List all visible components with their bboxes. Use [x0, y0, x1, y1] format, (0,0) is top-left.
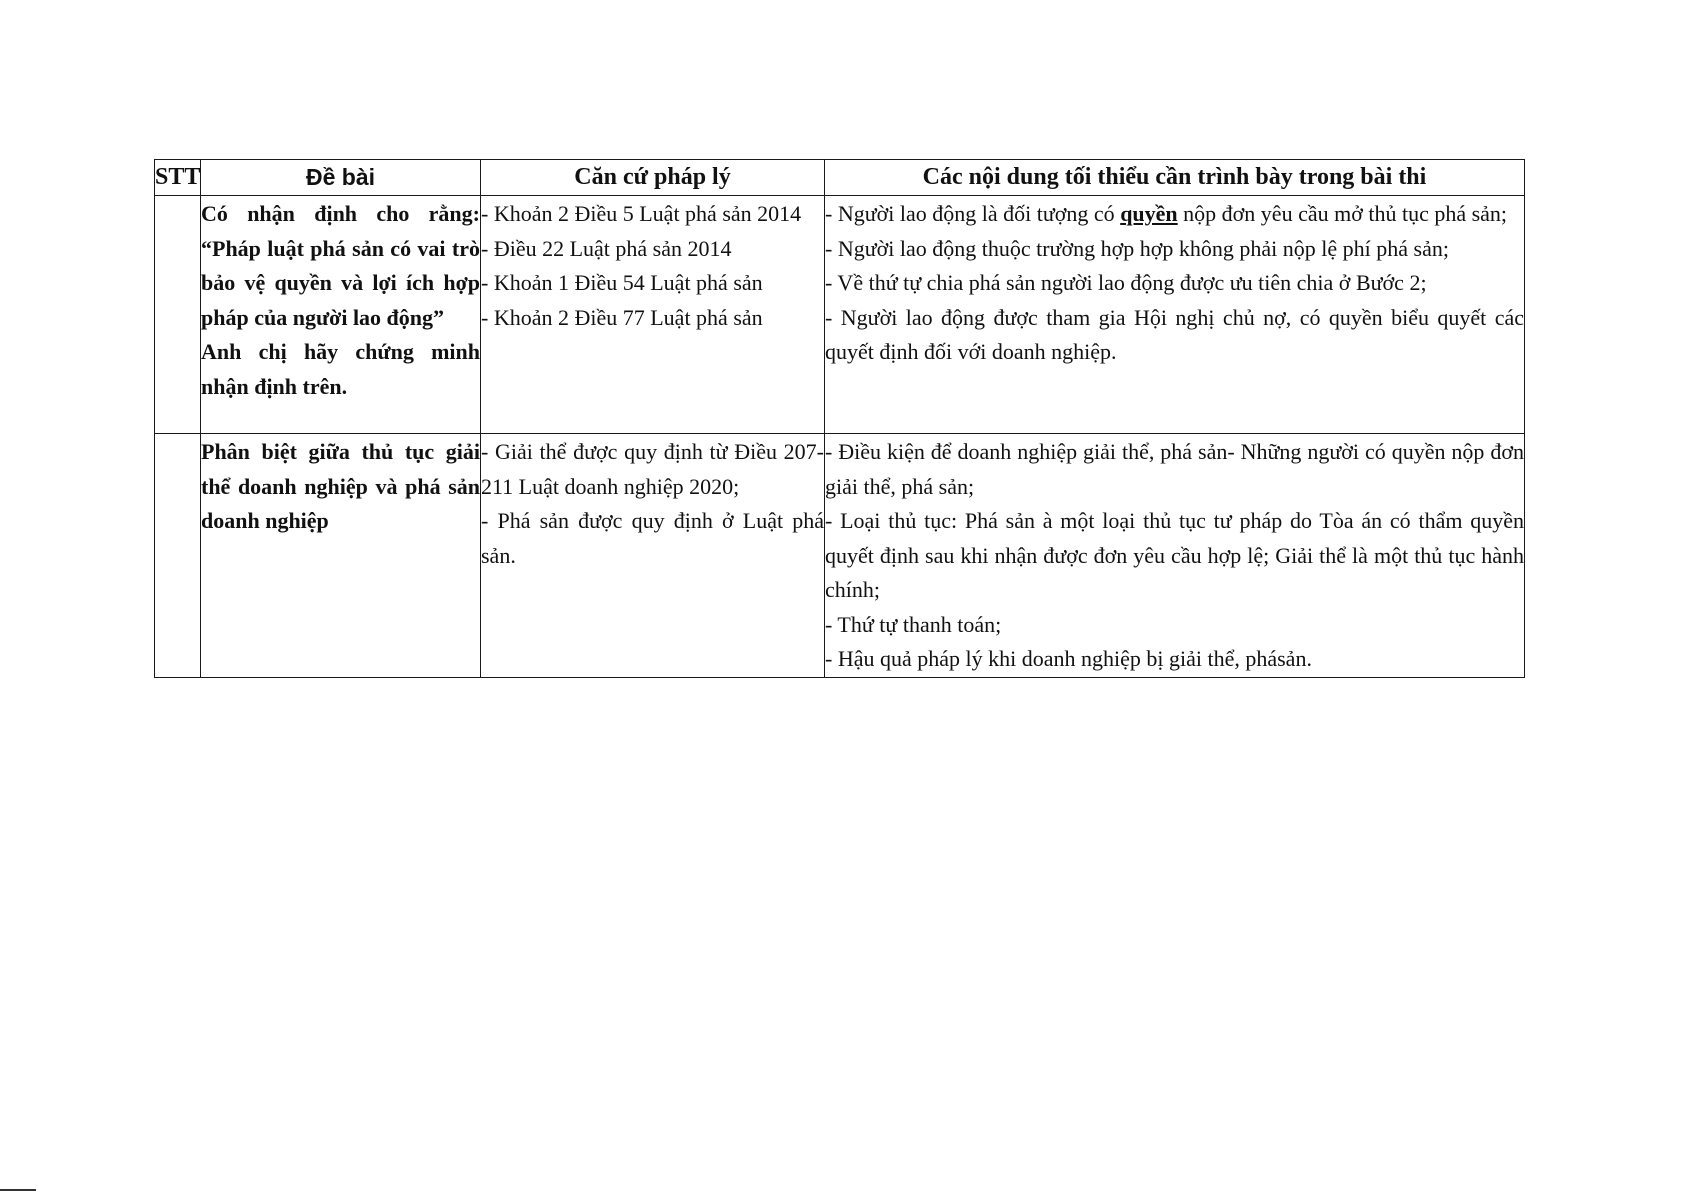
noi-dung-item: - Loại thủ tục: Phá sản à một loại thủ tục tư pháp do Tòa án có thẩm quyền quyết định sau khi nhận được đơn yêu cầu hợp lệ; Giải thể là một thủ tục hành chính; [825, 508, 1524, 602]
noi-dung-item: - Hậu quả pháp lý khi doanh nghiệp bị giải thể, phásản. [825, 646, 1312, 671]
table-row [155, 196, 1525, 434]
header-can-cu-phap-ly: Căn cứ pháp lý [481, 160, 825, 196]
can-cu-item: - Điều 22 Luật phá sản 2014 [481, 235, 732, 261]
header-stt: STT [155, 160, 201, 196]
can-cu-item: - Khoản 1 Điều 54 Luật phá sản [481, 270, 763, 295]
noi-dung-text: - Người lao động là đối tượng có [825, 201, 1121, 226]
header-de-bai: Đề bài [201, 160, 481, 196]
can-cu-item: - Khoản 2 Điều 5 Luật phá sản 2014 [481, 201, 802, 226]
noi-dung-item [825, 197, 1524, 232]
table-row [155, 434, 1525, 678]
can-cu-cell [481, 434, 825, 678]
noi-dung-item: - Thứ tự thanh toán; [825, 611, 1002, 637]
can-cu-cell [481, 196, 825, 434]
noi-dung-item: - Người lao động thuộc trường hợp hợp không phải nộp lệ phí phá sản; [825, 235, 1449, 261]
de-bai-cell [201, 434, 481, 678]
de-bai-text: Có nhận định cho rằng: “Pháp luật phá sản có vai trò bảo vệ quyền và lợi ích hợp pháp của người lao động” [201, 201, 480, 330]
de-bai-text: Anh chị hãy chứng minh nhận định trên. [201, 339, 480, 399]
noi-dung-item: - Điều kiện để doanh nghiệp giải thể, phá sản- Những người có quyền nộp đơn giải thể, phá sản; [825, 439, 1524, 499]
header-noi-dung-toi-thieu: Các nội dung tối thiểu cần trình bày trong bài thi [825, 160, 1525, 196]
emphasis-quyen: quyền [1120, 201, 1178, 226]
can-cu-item: - Giải thể được quy định từ Điều 207-211 Luật doanh nghiệp 2020; [481, 439, 824, 499]
noi-dung-cell [825, 434, 1525, 678]
can-cu-item: - Phá sản được quy định ở Luật phá sản. [481, 508, 824, 568]
noi-dung-text: nộp đơn yêu cầu mở thủ tục phá sản; [1177, 201, 1508, 226]
page-corner-mark [0, 1189, 36, 1191]
row-stt-cell [155, 196, 201, 434]
noi-dung-item: - Về thứ tự chia phá sản người lao động được ưu tiên chia ở Bước 2; [825, 270, 1427, 295]
noi-dung-item: - Người lao động được tham gia Hội nghị chủ nợ, có quyền biểu quyết các quyết định đối với doanh nghiệp. [825, 304, 1524, 364]
noi-dung-cell [825, 196, 1525, 434]
table-header-row [155, 160, 1525, 196]
can-cu-item: - Khoản 2 Điều 77 Luật phá sản [481, 304, 763, 330]
de-bai-text: Phân biệt giữa thủ tục giải thể doanh nghiệp và phá sản doanh nghiệp [201, 439, 480, 533]
exam-guidance-table [154, 159, 1525, 678]
row-stt-cell [155, 434, 201, 678]
de-bai-cell [201, 196, 481, 434]
